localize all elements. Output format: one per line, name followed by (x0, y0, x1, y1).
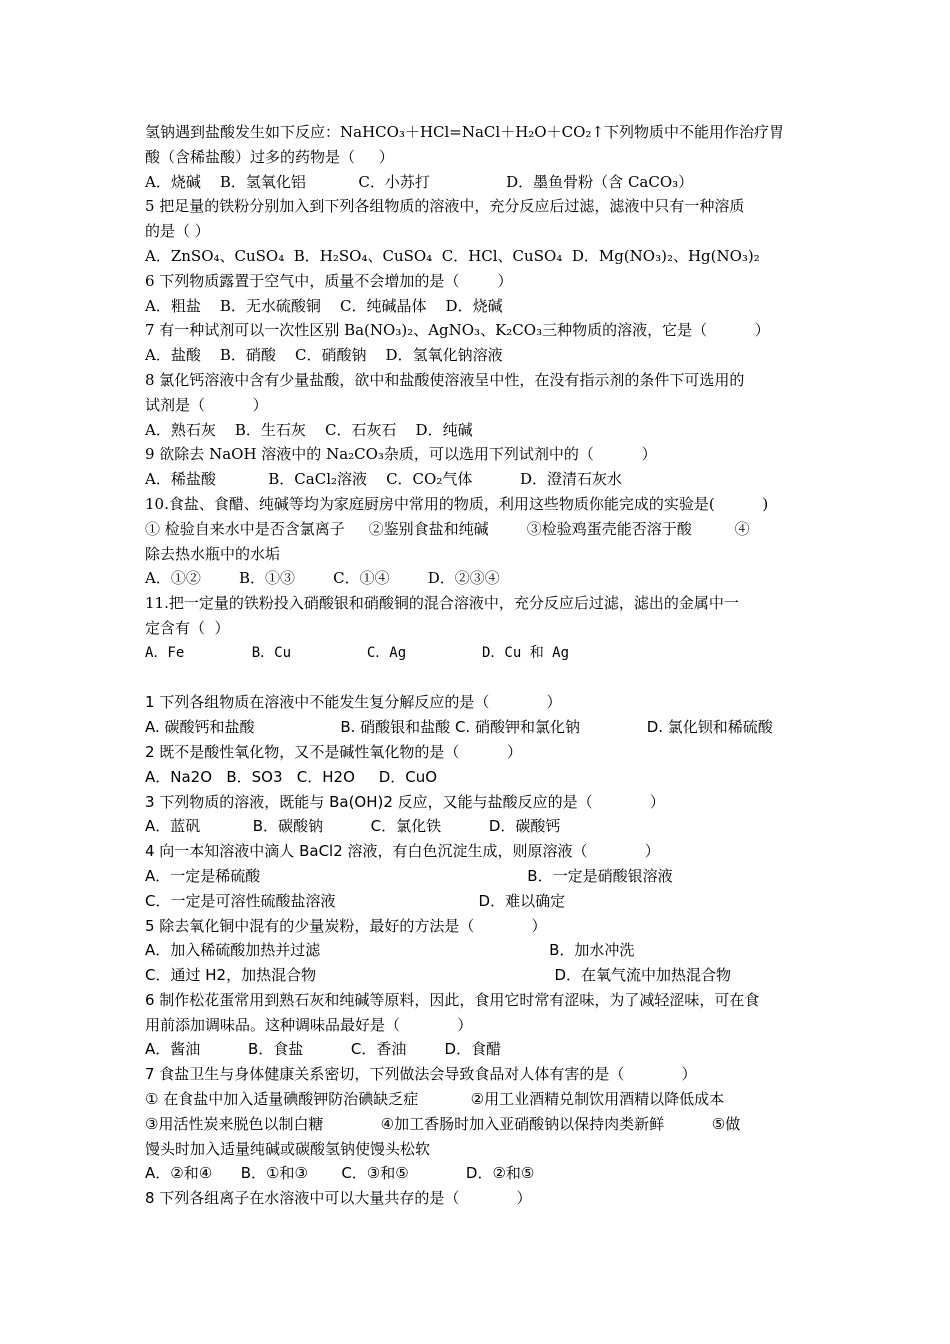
text-line: A．②和④ B．①和③ C．③和⑤ D．②和⑤ (145, 1164, 535, 1183)
text-line: 5 把足量的铁粉分别加入到下列各组物质的溶液中，充分反应后过滤，滤液中只有一种溶质 (145, 197, 745, 216)
text-line: 7 食盐卫生与身体健康关系密切，下列做法会导致食品对人体有害的是（ ） (145, 1065, 697, 1084)
answer-options-line: A．Fe B．Cu C．Ag D．Cu 和 Ag (145, 644, 570, 661)
text-line: A．烧碱 B．氢氧化铝 C．小苏打 D．墨鱼骨粉（含 CaCO₃） (145, 172, 694, 191)
text-line: 1 下列各组物质在溶液中不能发生复分解反应的是（ ） (145, 693, 562, 712)
text-line: 6 下列物质露置于空气中，质量不会增加的是（ ） (145, 271, 513, 290)
text-line: ③用活性炭来脱色以制白糖 ④加工香肠时加入亚硝酸钠以保持肉类新鲜 ⑤做 (145, 1114, 741, 1133)
text-line: A．酱油 B．食盐 C．香油 D．食醋 (145, 1040, 502, 1059)
text-line: A．ZnSO₄、CuSO₄ B．H₂SO₄、CuSO₄ C．HCl、CuSO₄ D．Mg(NO₃)₂、Hg(NO₃)₂ (145, 246, 760, 265)
text-line: 11.把一定量的铁粉投入硝酸银和硝酸铜的混合溶液中，充分反应后过滤，滤出的金属中一 (145, 594, 739, 613)
text-line: 试剂是（ ） (145, 395, 268, 414)
text-line: 除去热水瓶中的水垢 (145, 544, 281, 563)
text-line: ① 在食盐中加入适量碘酸钾防治碘缺乏症 ②用工业酒精兑制饮用酒精以降低成本 (145, 1090, 725, 1109)
text-line: A．一定是稀硫酸 B．一定是硝酸银溶液 (145, 866, 673, 885)
text-line: 氢钠遇到盐酸发生如下反应：NaHCO₃＋HCl=NaCl＋H₂O＋CO₂↑下列物质中不能用作治疗胃 (145, 123, 784, 141)
text-line: A．粗盐 B．无水硫酸铜 C．纯碱晶体 D．烧碱 (145, 296, 503, 315)
text-line: 5 除去氧化铜中混有的少量炭粉，最好的方法是（ ） (145, 916, 547, 935)
text-line: 4 向一本知溶液中滴人 BaCl2 溶液，有白色沉淀生成，则原溶液（ ） (145, 842, 660, 861)
text-line: A．①② B．①③ C．①④ D．②③④ (145, 569, 500, 588)
text-line: 6 制作松花蛋常用到熟石灰和纯碱等原料，因此，食用它时常有涩味，为了减轻涩味，可在食 (145, 990, 760, 1009)
text-line: A. 碳酸钙和盐酸 B. 硝酸银和盐酸 C. 硝酸钾和氯化钠 D. 氯化钡和稀硫酸 (145, 718, 773, 737)
text-line: A．蓝矾 B．碳酸钠 C．氯化铁 D．碳酸钙 (145, 817, 561, 836)
text-line: 用前添加调味品。这种调味品最好是（ ） (145, 1015, 473, 1034)
document-page (145, 120, 807, 1211)
text-line: A．盐酸 B．硝酸 C．硝酸钠 D．氢氧化钠溶液 (145, 346, 503, 365)
text-line: 酸（含稀盐酸）过多的药物是（ ） (145, 147, 394, 166)
text-line: 馒头时加入适量纯碱或碳酸氢钠使馒头松软 (145, 1139, 431, 1158)
text-line: 定含有（ ） (145, 618, 230, 637)
text-line: 3 下列物质的溶液，既能与 Ba(OH)2 反应，又能与盐酸反应的是（ ） (145, 792, 665, 811)
text-line: 8 下列各组离子在水溶液中可以大量共存的是（ ） (145, 1189, 532, 1208)
text-line: 2 既不是酸性氧化物，又不是碱性氧化物的是（ ） (145, 742, 522, 761)
text-line: A．Na2O B．SO3 C．H2O D．CuO (145, 767, 438, 786)
text-line: 的是（ ） (145, 222, 210, 241)
blank-line (145, 666, 807, 691)
text-line: ① 检验自来水中是否含氯离子 ②鉴别食盐和纯碱 ③检验鸡蛋壳能否溶于酸 ④ (145, 519, 750, 538)
text-line: A．加入稀硫酸加热并过滤 B．加水冲洗 (145, 941, 635, 960)
text-line: A．稀盐酸 B．CaCl₂溶液 C．CO₂气体 D．澄清石灰水 (145, 470, 623, 489)
text-line: 9 欲除去 NaOH 溶液中的 Na₂CO₃杂质，可以选用下列试剂中的（ ） (145, 445, 657, 464)
text-line: 10.食盐、食醋、纯碱等均为家庭厨房中常用的物质，利用这些物质你能完成的实验是( ) (145, 494, 769, 513)
text-line: 8 氯化钙溶液中含有少量盐酸，欲中和盐酸使溶液呈中性，在没有指示剂的条件下可选用的 (145, 370, 745, 389)
text-line: A．熟石灰 B．生石灰 C．石灰石 D．纯碱 (145, 420, 473, 439)
text-line: C．一定是可溶性硫酸盐溶液 D．难以确定 (145, 891, 566, 910)
text-line: C．通过 H2，加热混合物 D．在氧气流中加热混合物 (145, 966, 732, 985)
text-line: 7 有一种试剂可以一次性区别 Ba(NO₃)₂、AgNO₃、K₂CO₃三种物质的溶液，它是（ ） (145, 321, 770, 340)
